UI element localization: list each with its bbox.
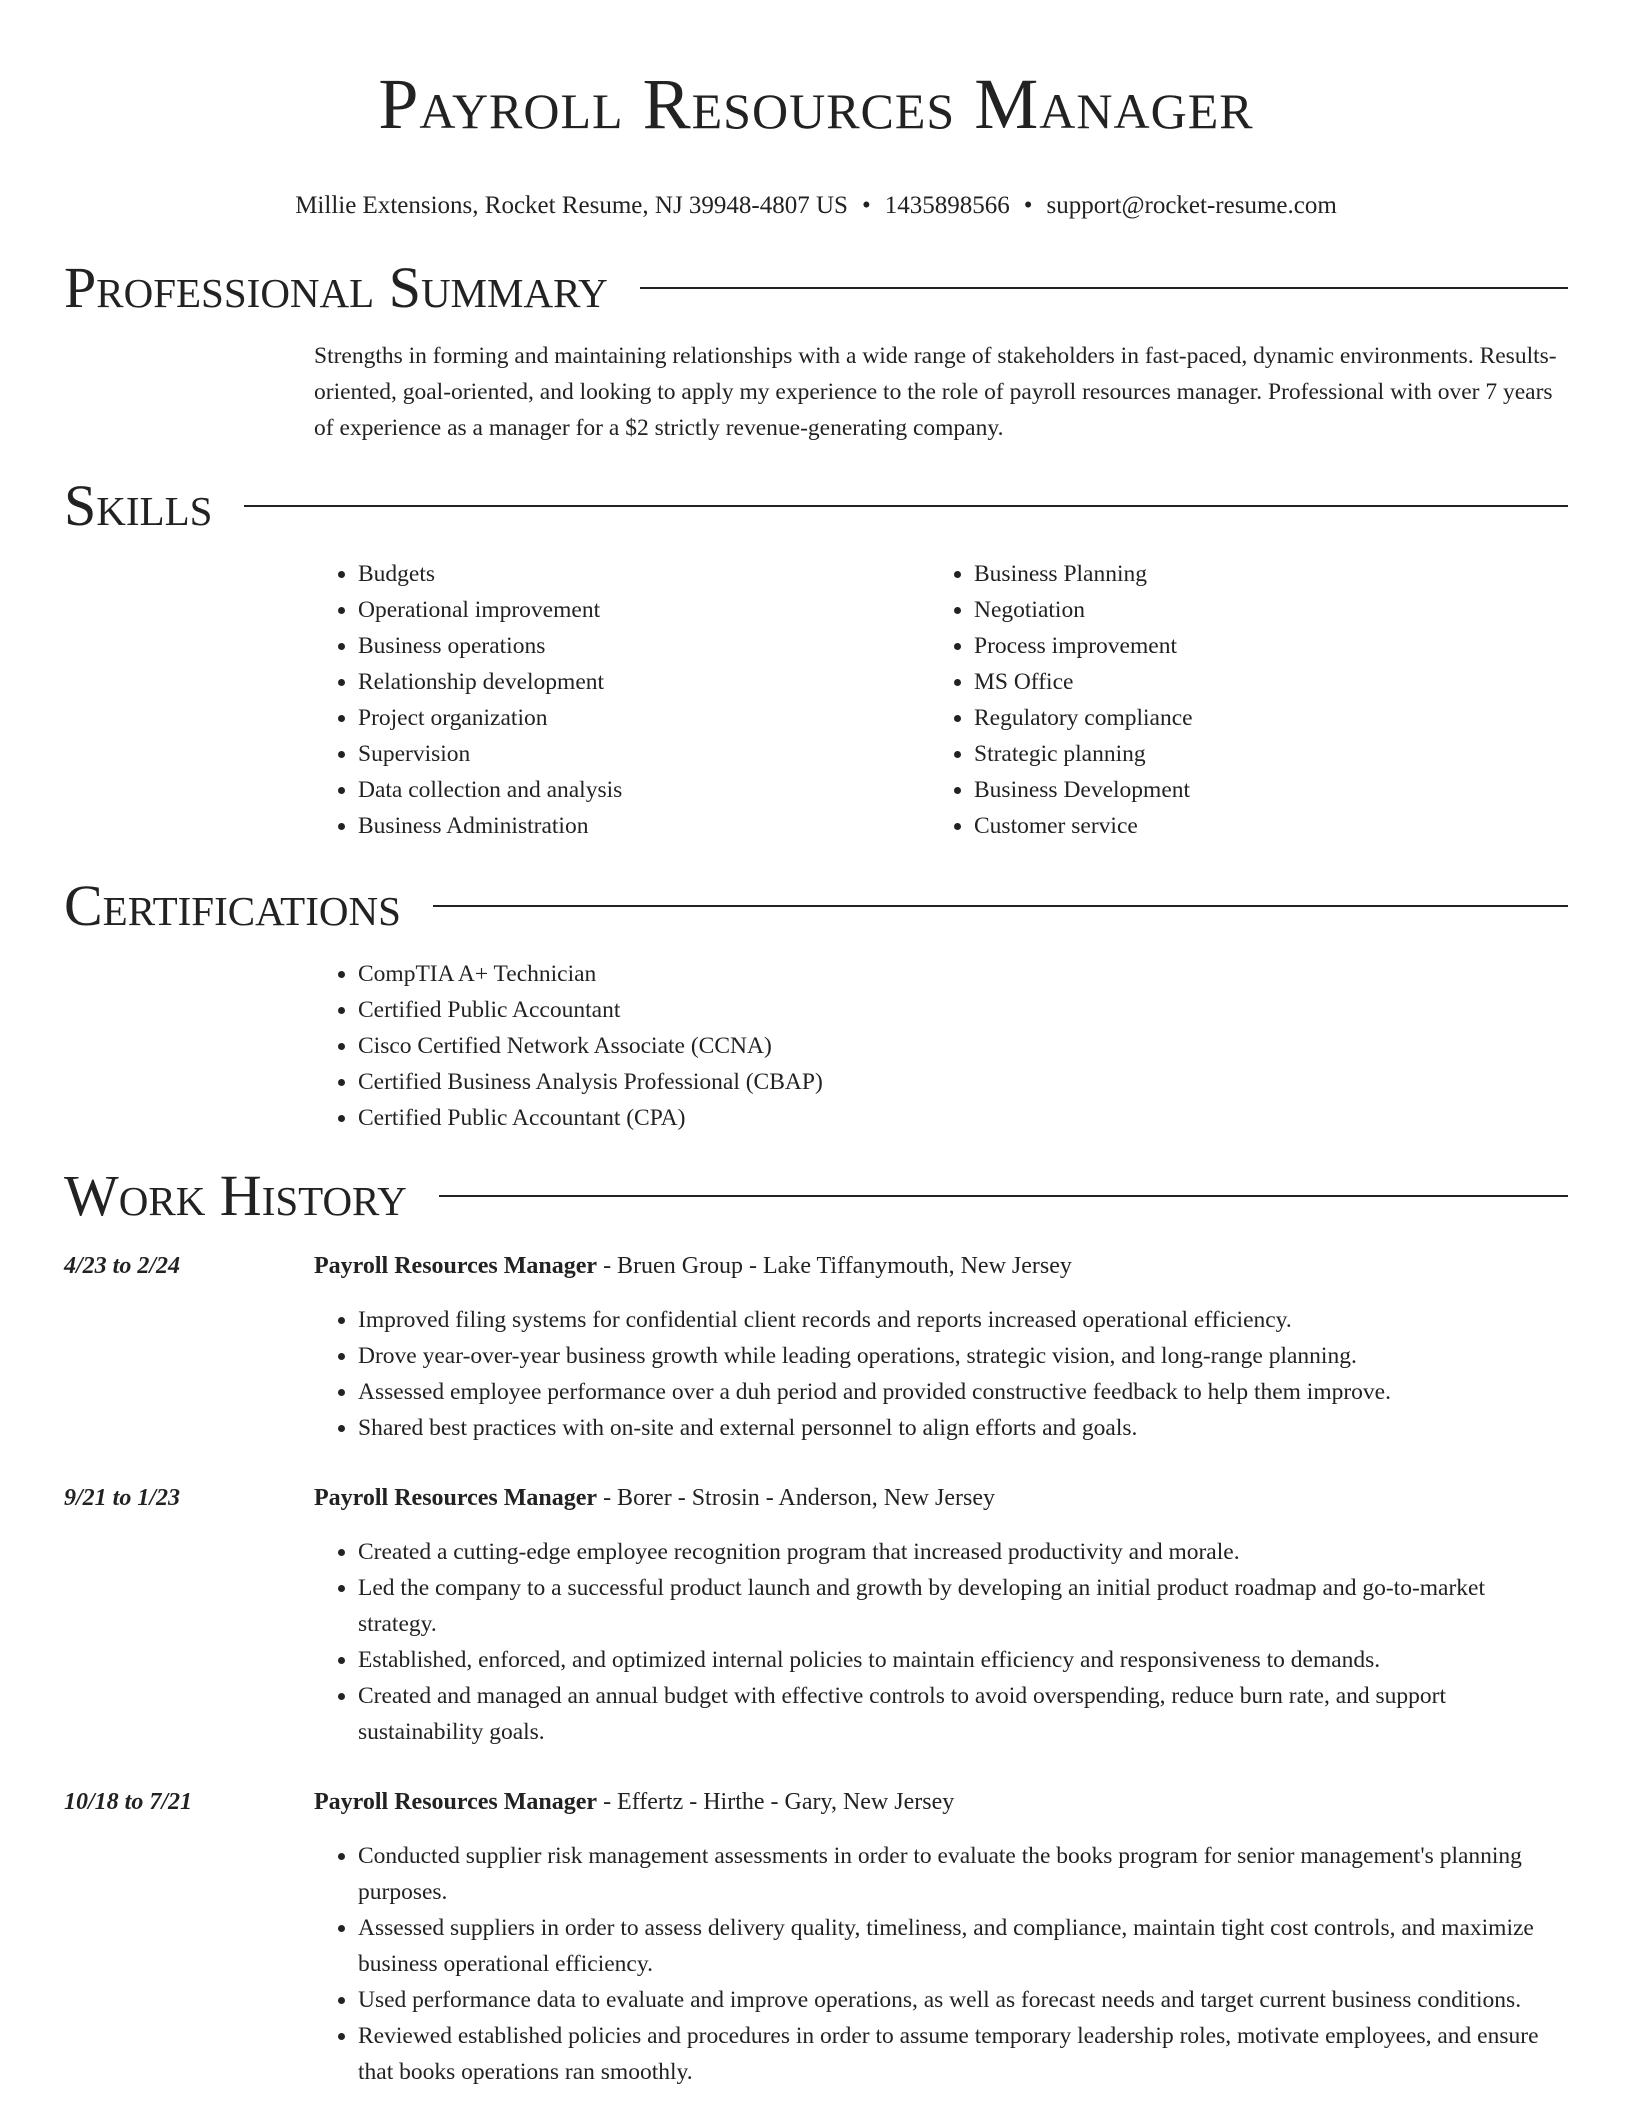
skills-grid <box>314 556 1568 844</box>
job-bullet: • Created a cutting-edge employee recognition program that increased productivity and morale. <box>358 1534 1568 1570</box>
skill-item: • Negotiation <box>974 592 1546 628</box>
job-company-location: - Bruen Group - Lake Tiffanymouth, New Jersey <box>597 1253 1072 1279</box>
skill-item: • Regulatory compliance <box>974 700 1546 736</box>
skill-item: • Business Administration <box>358 808 930 844</box>
work-section-header <box>64 1164 1568 1228</box>
contact-email[interactable]: support@rocket-resume.com <box>1046 192 1337 219</box>
job-bullet: • Conducted supplier risk management assessments in order to evaluate the books program for senior management's planning purposes. <box>358 1838 1568 1910</box>
job-bullet: • Assessed employee performance over a duh period and provided constructive feedback to help them improve. <box>358 1374 1568 1410</box>
job-bullet: • Shared best practices with on-site and external personnel to align efforts and goals. <box>358 1410 1568 1446</box>
skill-item: • Business Development <box>974 772 1546 808</box>
skill-item: • Data collection and analysis <box>358 772 930 808</box>
summary-heading: Professional Summary <box>64 255 608 320</box>
section-divider <box>244 505 1568 507</box>
skill-item: • Strategic planning <box>974 736 1546 772</box>
job-heading <box>314 1784 1568 1820</box>
skill-item: • Supervision <box>358 736 930 772</box>
summary-section-header <box>64 256 1568 320</box>
skill-item: • Project organization <box>358 700 930 736</box>
skill-item: • Operational improvement <box>358 592 930 628</box>
certifications-section-header <box>64 874 1568 938</box>
skill-item: • Customer service <box>974 808 1546 844</box>
contact-phone: 1435898566 <box>884 192 1010 219</box>
job-heading <box>314 1248 1568 1284</box>
certification-item: • Certified Public Accountant (CPA) <box>358 1100 1568 1136</box>
work-heading: Work History <box>64 1163 407 1228</box>
certification-item: • Certified Public Accountant <box>358 992 1568 1028</box>
job-bullet: • Established, enforced, and optimized internal policies to maintain efficiency and responsiveness to demands. <box>358 1642 1568 1678</box>
job-dates: 10/18 to 7/21 <box>64 1789 193 1815</box>
skills-column-right <box>930 556 1546 844</box>
section-divider <box>439 1195 1568 1197</box>
job-dates: 9/21 to 1/23 <box>64 1485 181 1511</box>
job-bullet: • Assessed suppliers in order to assess delivery quality, timeliness, and compliance, maintain tight cost controls, and maximize business operational efficiency. <box>358 1910 1568 1982</box>
certification-item: • Cisco Certified Network Associate (CCNA) <box>358 1028 1568 1064</box>
certification-item: • CompTIA A+ Technician <box>358 956 1568 992</box>
skills-column-left <box>314 556 930 844</box>
job-company-location: - Effertz - Hirthe - Gary, New Jersey <box>597 1789 955 1815</box>
section-divider <box>640 287 1568 289</box>
skills-heading: Skills <box>64 473 213 538</box>
job-bullet: • Used performance data to evaluate and improve operations, as well as forecast needs and target current business conditions. <box>358 1982 1568 2018</box>
certification-item: • Certified Business Analysis Professional (CBAP) <box>358 1064 1568 1100</box>
job-bullet: • Improved filing systems for confidential client records and reports increased operational efficiency. <box>358 1302 1568 1338</box>
job-heading <box>314 1480 1568 1516</box>
skills-section-header <box>64 474 1568 538</box>
skill-item: • Business operations <box>358 628 930 664</box>
job-bullet: • Reviewed established policies and procedures in order to assume temporary leadership roles, motivate employees, and ensure that books operations ran smoothly. <box>358 2018 1568 2090</box>
certifications-list <box>314 956 1568 1136</box>
job-bullets <box>314 1534 1568 1750</box>
contact-separator: • <box>1023 192 1033 219</box>
job-bullets <box>314 1838 1568 2090</box>
resume-page <box>64 0 1568 2085</box>
contact-separator: • <box>861 192 871 219</box>
job-bullet: • Created and managed an annual budget with effective controls to avoid overspending, reduce burn rate, and support sustainability goals. <box>358 1678 1568 1750</box>
job-title: Payroll Resources Manager <box>314 1789 598 1815</box>
section-divider <box>433 905 1568 907</box>
skill-item: • MS Office <box>974 664 1546 700</box>
job-title: Payroll Resources Manager <box>314 1485 598 1511</box>
job-bullet: • Drove year-over-year business growth while leading operations, strategic vision, and long-range planning. <box>358 1338 1568 1374</box>
skill-item: • Relationship development <box>358 664 930 700</box>
job-bullets <box>314 1302 1568 1446</box>
job-dates: 4/23 to 2/24 <box>64 1253 181 1279</box>
contact-address: Millie Extensions, Rocket Resume, NJ 39948-4807 US <box>295 192 848 219</box>
job-company-location: - Borer - Strosin - Anderson, New Jersey <box>597 1485 995 1511</box>
summary-text: Strengths in forming and maintaining relationships with a wide range of stakeholders in fast-paced, dynamic environments. Results-oriented, goal-oriented, and looking to apply my experience to the role of payroll resources manager. Professional with over 7 years of experience as a manager for a $2 strictly revenue-generating company. <box>314 343 1557 441</box>
certifications-heading: Certifications <box>64 873 401 938</box>
skill-item: • Process improvement <box>974 628 1546 664</box>
candidate-name: Payroll Resources Manager <box>378 64 1254 144</box>
contact-line <box>64 190 1568 222</box>
skill-item: • Business Planning <box>974 556 1546 592</box>
job-bullet: • Led the company to a successful product launch and growth by developing an initial product roadmap and go-to-market strategy. <box>358 1570 1568 1642</box>
job-title: Payroll Resources Manager <box>314 1253 598 1279</box>
skill-item: • Budgets <box>358 556 930 592</box>
